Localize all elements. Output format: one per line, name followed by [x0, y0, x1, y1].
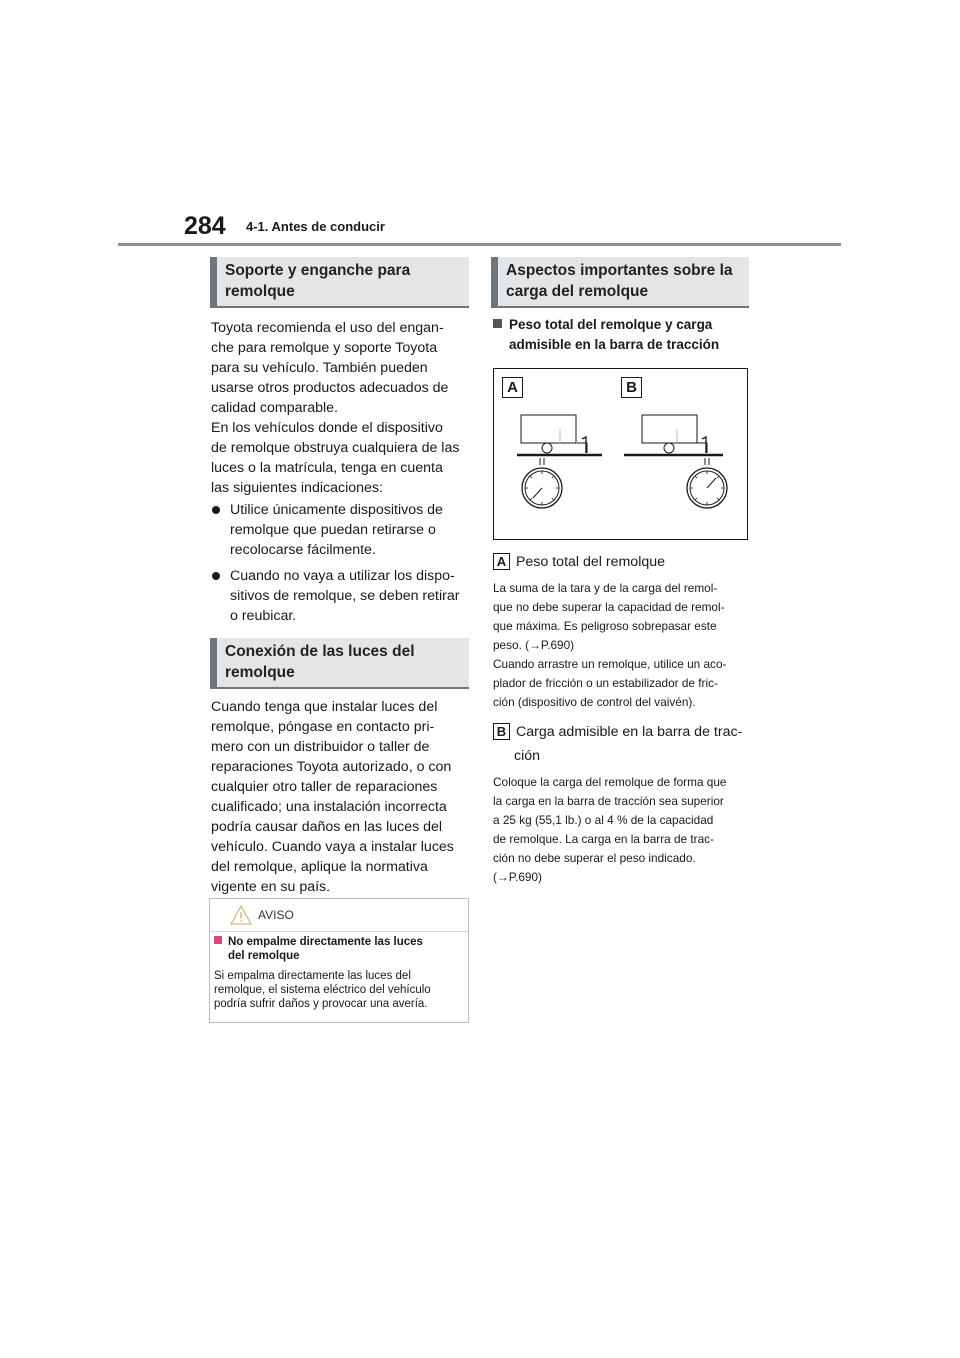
chapter-title: 4-1. Antes de conducir	[246, 219, 385, 234]
text-line: del remolque	[228, 950, 300, 962]
section-heading-line: Aspectos importantes sobre la	[506, 262, 733, 279]
header-divider	[118, 243, 841, 246]
text-line: ción	[514, 748, 541, 764]
warning-triangle-icon	[230, 905, 252, 925]
text-line: admisible en la barra de tracción	[509, 337, 720, 352]
text-line: cualificado; una instalación incorrecta	[211, 799, 447, 815]
square-bullet-icon	[493, 319, 502, 328]
warning-box	[209, 898, 469, 1023]
text-line: del remolque, aplique la normativa	[211, 859, 428, 875]
text-line: remolque que puedan retirarse o	[230, 522, 436, 538]
text-line: plador de fricción o un estabilizador de fric-	[493, 676, 718, 690]
text-line: o reubicar.	[230, 608, 297, 624]
text-line: las siguientes indicaciones:	[211, 480, 383, 496]
trailer-weight-figure	[493, 368, 748, 540]
section-heading-tow-hitch	[210, 257, 469, 308]
subheading-line-1	[493, 315, 749, 335]
text-line: Peso total del remolque	[515, 554, 666, 570]
text-line: podría sufrir daños y provocar una avería.	[214, 998, 428, 1010]
text-line: No empalme directamente las luces	[228, 936, 423, 948]
text-line: de remolque. La carga en la barra de trac-	[493, 832, 714, 846]
text-line: Si empalma directamente las luces del	[214, 970, 411, 982]
figure-label-b: B	[621, 377, 642, 398]
warning-header	[210, 899, 468, 932]
tow-hitch-paragraph-2	[211, 418, 473, 498]
text-line: que máxima. Es peligroso sobrepasar este	[493, 619, 717, 633]
text-line: la carga en la barra de tracción sea superior	[493, 794, 724, 808]
section-heading-trailer-lights	[210, 638, 469, 689]
text-line: Cuando no vaya a utilizar los dispo-	[230, 568, 455, 584]
text-line: que no debe superar la capacidad de remol-	[493, 600, 725, 614]
text-line: luces o la matrícula, tenga en cuenta	[211, 460, 443, 476]
text-line: a 25 kg (55,1 lb.) o al 4 % de la capacidad	[493, 813, 714, 827]
tow-hitch-paragraph-1	[211, 318, 473, 418]
section-heading-line: remolque	[225, 664, 295, 681]
list-item	[211, 500, 473, 560]
text-line: Toyota recomienda el uso del engan-	[211, 320, 444, 336]
text-line: podría causar daños en las luces del	[211, 819, 443, 835]
bullet-dot-icon	[212, 506, 220, 514]
text-line: para su vehículo. También pueden	[211, 360, 428, 376]
bullet-dot-icon	[212, 572, 220, 580]
text-line: usarse otros productos adecuados de	[211, 380, 449, 396]
page-number: 284	[184, 212, 226, 240]
text-line: Utilice únicamente dispositivos de	[230, 502, 443, 518]
section-heading-line: Conexión de las luces del	[225, 643, 415, 660]
warning-subtitle	[214, 935, 464, 963]
text-line: ción no debe superar el peso indicado.	[493, 851, 696, 865]
text-line: remolque, el sistema eléctrico del vehículo	[214, 984, 431, 996]
text-line: che para remolque y soporte Toyota	[211, 340, 438, 356]
text-line: vehículo. Cuando vaya a instalar luces	[211, 839, 454, 855]
text-line: calidad comparable.	[211, 400, 338, 416]
item-a-badge: A	[493, 553, 510, 570]
section-heading-line: remolque	[225, 283, 295, 300]
text-line: Carga admisible en la barra de trac-	[515, 724, 743, 740]
item-b-badge: B	[493, 723, 510, 740]
tow-hitch-bullet-list	[211, 500, 473, 632]
list-item	[211, 566, 473, 626]
item-b-text	[493, 773, 753, 887]
text-line: mero con un distribuidor o taller de	[211, 739, 430, 755]
text-line: reparaciones Toyota autorizado, o con	[211, 759, 452, 775]
text-line: Peso total del remolque y carga	[509, 317, 713, 332]
figure-label-a: A	[502, 377, 523, 398]
trailer-lights-paragraph	[211, 697, 473, 897]
text-line: remolque, póngase en contacto pri-	[211, 719, 435, 735]
item-a-title	[493, 551, 749, 573]
text-line: La suma de la tara y de la carga del remol-	[493, 581, 718, 595]
text-line: Coloque la carga del remolque de forma que	[493, 775, 727, 789]
section-heading-trailer-load	[491, 257, 749, 308]
pink-square-icon	[214, 936, 222, 944]
text-line: (→P.690)	[493, 870, 542, 884]
text-line: ción (dispositivo de control del vaivén).	[493, 695, 696, 709]
text-line: peso. (→P.690)	[493, 638, 575, 652]
text-line: de remolque obstruya cualquiera de las	[211, 440, 460, 456]
warning-subtitle-line-1	[214, 935, 464, 949]
text-line: recolocarse fácilmente.	[230, 542, 376, 558]
text-line: En los vehículos donde el dispositivo	[211, 420, 443, 436]
section-heading-line: carga del remolque	[506, 283, 649, 300]
subheading-total-weight	[493, 315, 749, 355]
text-line: Cuando tenga que instalar luces del	[211, 699, 438, 715]
warning-text	[214, 969, 468, 1011]
item-a	[493, 551, 749, 573]
section-heading-line: Soporte y enganche para	[225, 262, 411, 279]
text-line: Cuando arrastre un remolque, utilice un aco-	[493, 657, 727, 671]
item-a-text	[493, 579, 753, 712]
trailer-scale-illustration	[494, 369, 747, 539]
item-b-title	[493, 721, 751, 743]
item-b	[493, 721, 751, 767]
text-line: vigente en su país.	[211, 879, 331, 895]
text-line: cualquier otro taller de reparaciones	[211, 779, 438, 795]
warning-title: AVISO	[258, 908, 294, 922]
text-line: sitivos de remolque, se deben retirar	[230, 588, 460, 604]
